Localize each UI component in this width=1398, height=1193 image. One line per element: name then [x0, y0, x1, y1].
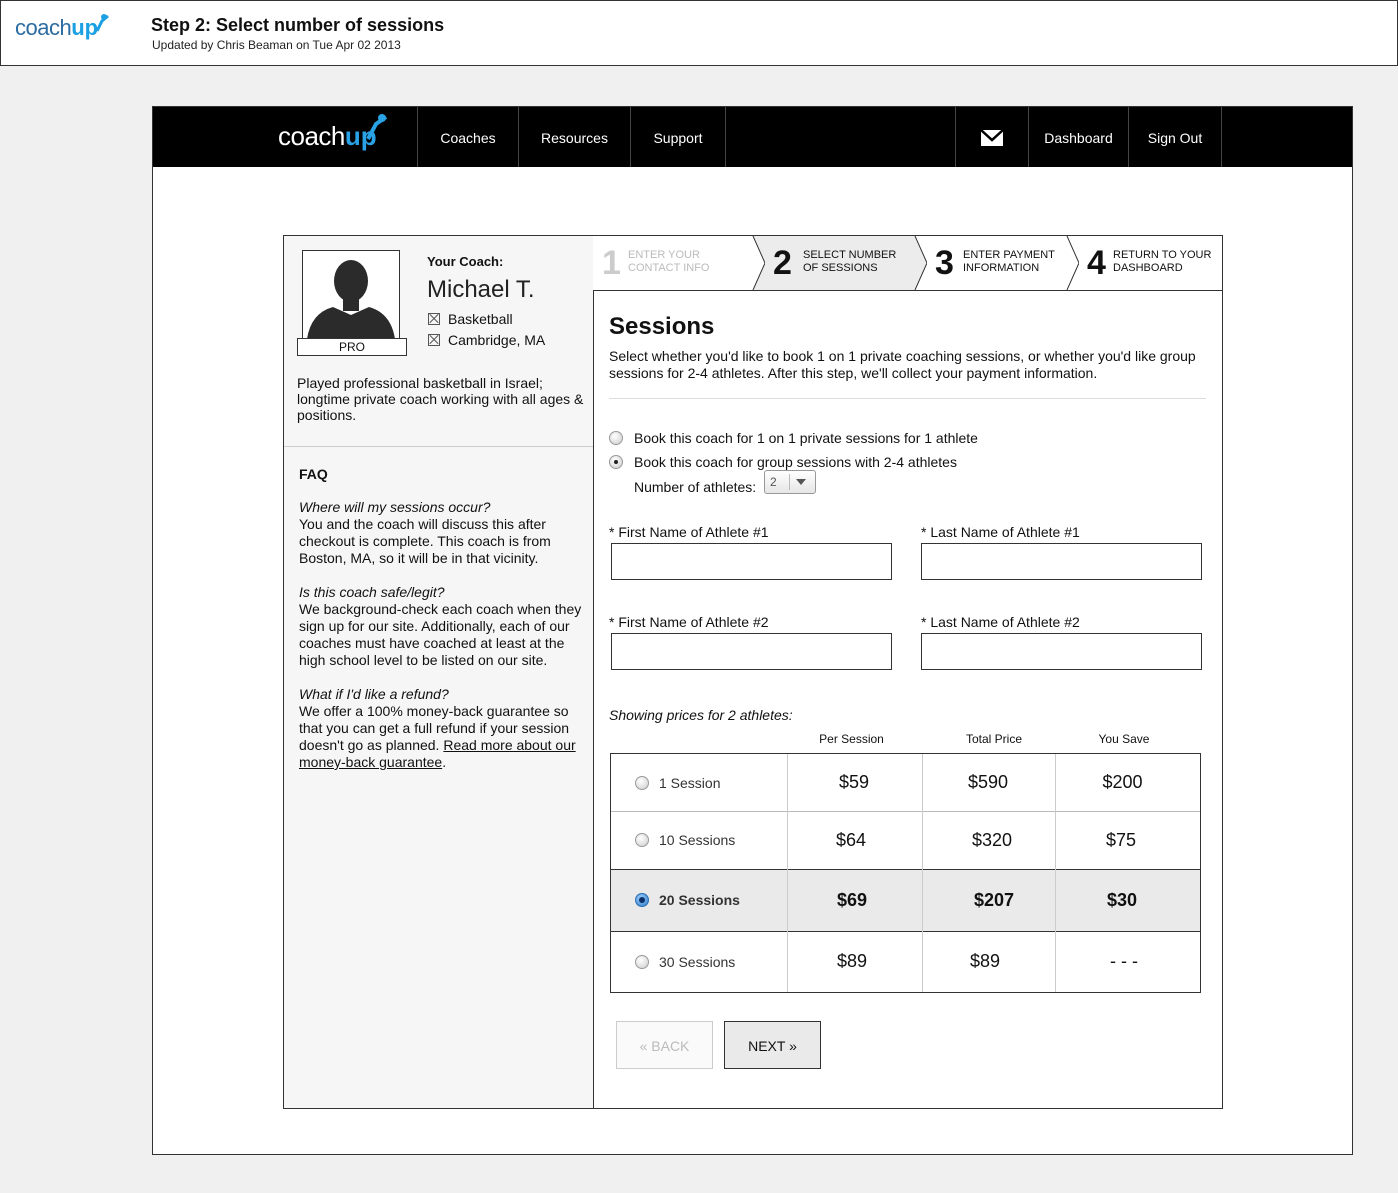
group-sessions-label[interactable]: Book this coach for group sessions with 2-4 athletes — [634, 454, 957, 470]
step-chevron — [741, 236, 765, 290]
faq-question: Where will my sessions occur? — [299, 499, 491, 515]
step-3: 3 ENTER PAYMENT INFORMATION — [915, 236, 1067, 290]
nav-support[interactable]: Support — [653, 130, 703, 146]
pricing-radio[interactable] — [635, 833, 649, 847]
coach-sport: Basketball — [448, 311, 513, 327]
location-icon — [428, 334, 440, 346]
group-sessions-radio[interactable] — [609, 455, 623, 469]
pricing-caption: Showing prices for 2 athletes: — [609, 707, 793, 723]
coach-bio: Played professional basketball in Israel; longtime private coach working with all ages & positions. — [297, 375, 584, 423]
pricing-radio[interactable] — [635, 776, 649, 790]
logo-figure-icon — [365, 113, 389, 141]
pricing-radio[interactable] — [635, 893, 649, 907]
chevron-down-icon — [796, 479, 806, 485]
faq-answer: You and the coach will discuss this after checkout is complete. This coach is from Boston, MA, so it will be in that vicinity. — [299, 516, 551, 566]
step-2: 2 SELECT NUMBER OF SESSIONS — [753, 236, 915, 290]
athletes-label: Number of athletes: — [634, 479, 757, 495]
sport-icon — [428, 313, 440, 325]
faq-answer: We background-check each coach when they sign up for our site. Additionally, each of our coaches must have coached at least at the high school level to be listed on our site. — [299, 601, 582, 668]
last-name-2-label: * Last Name of Athlete #2 — [921, 614, 1080, 630]
nav-resources[interactable]: Resources — [541, 130, 608, 146]
wireframe-title: Step 2: Select number of sessions — [151, 15, 445, 35]
per-session-header: Per Session — [819, 732, 884, 746]
faq-section — [299, 466, 584, 788]
pricing-row-1[interactable]: 1 Session $59 $590 $200 — [611, 754, 1200, 811]
pricing-radio[interactable] — [635, 955, 649, 969]
money-back-guarantee-link[interactable]: Read more about our money-back guarantee — [299, 737, 576, 770]
top-navbar — [153, 107, 1352, 167]
first-name-2-input[interactable] — [611, 633, 892, 670]
private-sessions-label[interactable]: Book this coach for 1 on 1 private sessions for 1 athlete — [634, 430, 978, 446]
messages-button[interactable] — [956, 107, 1028, 167]
app-frame — [152, 106, 1353, 1155]
coach-avatar — [302, 250, 400, 340]
coachup-logo: coachup — [15, 15, 98, 41]
pricing-table — [610, 753, 1201, 993]
sessions-description: Select whether you'd like to book 1 on 1 private coaching sessions, or whether you'd like group sessions for 2-4 athletes. After this step, we'll collect your payment information. — [609, 348, 1196, 381]
step-chevron — [903, 236, 927, 290]
last-name-2-input[interactable] — [921, 633, 1202, 670]
envelope-icon — [980, 129, 1004, 147]
next-button[interactable]: NEXT » — [724, 1021, 821, 1069]
wireframe-header — [0, 0, 1398, 66]
divider — [609, 398, 1206, 399]
pricing-row-20[interactable]: 20 Sessions $69 $207 $30 — [611, 869, 1200, 931]
private-sessions-radio[interactable] — [609, 431, 623, 445]
nav-logo[interactable]: coachup — [278, 121, 377, 151]
back-button[interactable]: « BACK — [616, 1021, 713, 1069]
coach-name: Michael T. — [427, 276, 535, 303]
first-name-1-input[interactable] — [611, 543, 892, 580]
athletes-count-select[interactable]: 2 — [764, 470, 816, 494]
coach-location: Cambridge, MA — [448, 332, 546, 348]
pro-badge: PRO — [297, 338, 407, 356]
nav-coaches[interactable]: Coaches — [440, 130, 496, 146]
divider — [284, 446, 593, 447]
first-name-2-label: * First Name of Athlete #2 — [609, 614, 769, 630]
step-chevron — [1055, 236, 1079, 290]
pricing-row-30[interactable]: 30 Sessions $89 $89 - - - — [611, 931, 1200, 992]
faq-title: FAQ — [299, 466, 328, 482]
pricing-row-10[interactable]: 10 Sessions $64 $320 $75 — [611, 811, 1200, 869]
nav-sign-out[interactable]: Sign Out — [1147, 130, 1203, 146]
your-coach-heading: Your Coach: — [427, 254, 504, 269]
coach-sidebar — [284, 236, 594, 1108]
faq-question: What if I'd like a refund? — [299, 686, 449, 702]
total-price-header: Total Price — [965, 732, 1023, 746]
last-name-1-label: * Last Name of Athlete #1 — [921, 524, 1080, 540]
first-name-1-label: * First Name of Athlete #1 — [609, 524, 769, 540]
sessions-title: Sessions — [609, 313, 715, 340]
step-4: 4 RETURN TO YOUR DASHBOARD — [1067, 236, 1222, 290]
step-1: 1 ENTER YOUR CONTACT INFO — [593, 236, 753, 290]
person-silhouette-icon — [303, 251, 399, 339]
booking-panel — [283, 235, 1223, 1109]
wireframe-subtitle: Updated by Chris Beaman on Tue Apr 02 2013 — [152, 38, 401, 52]
faq-answer: We offer a 100% money-back guarantee so that you can get a full refund if your session doesn't go as planned. Read more about our money-back guarantee. — [299, 703, 576, 770]
faq-question: Is this coach safe/legit? — [299, 584, 445, 600]
step-progress — [593, 236, 1222, 291]
nav-dashboard[interactable]: Dashboard — [1044, 130, 1113, 146]
you-save-header: You Save — [1098, 732, 1150, 746]
logo-figure-icon — [95, 13, 109, 33]
last-name-1-input[interactable] — [921, 543, 1202, 580]
